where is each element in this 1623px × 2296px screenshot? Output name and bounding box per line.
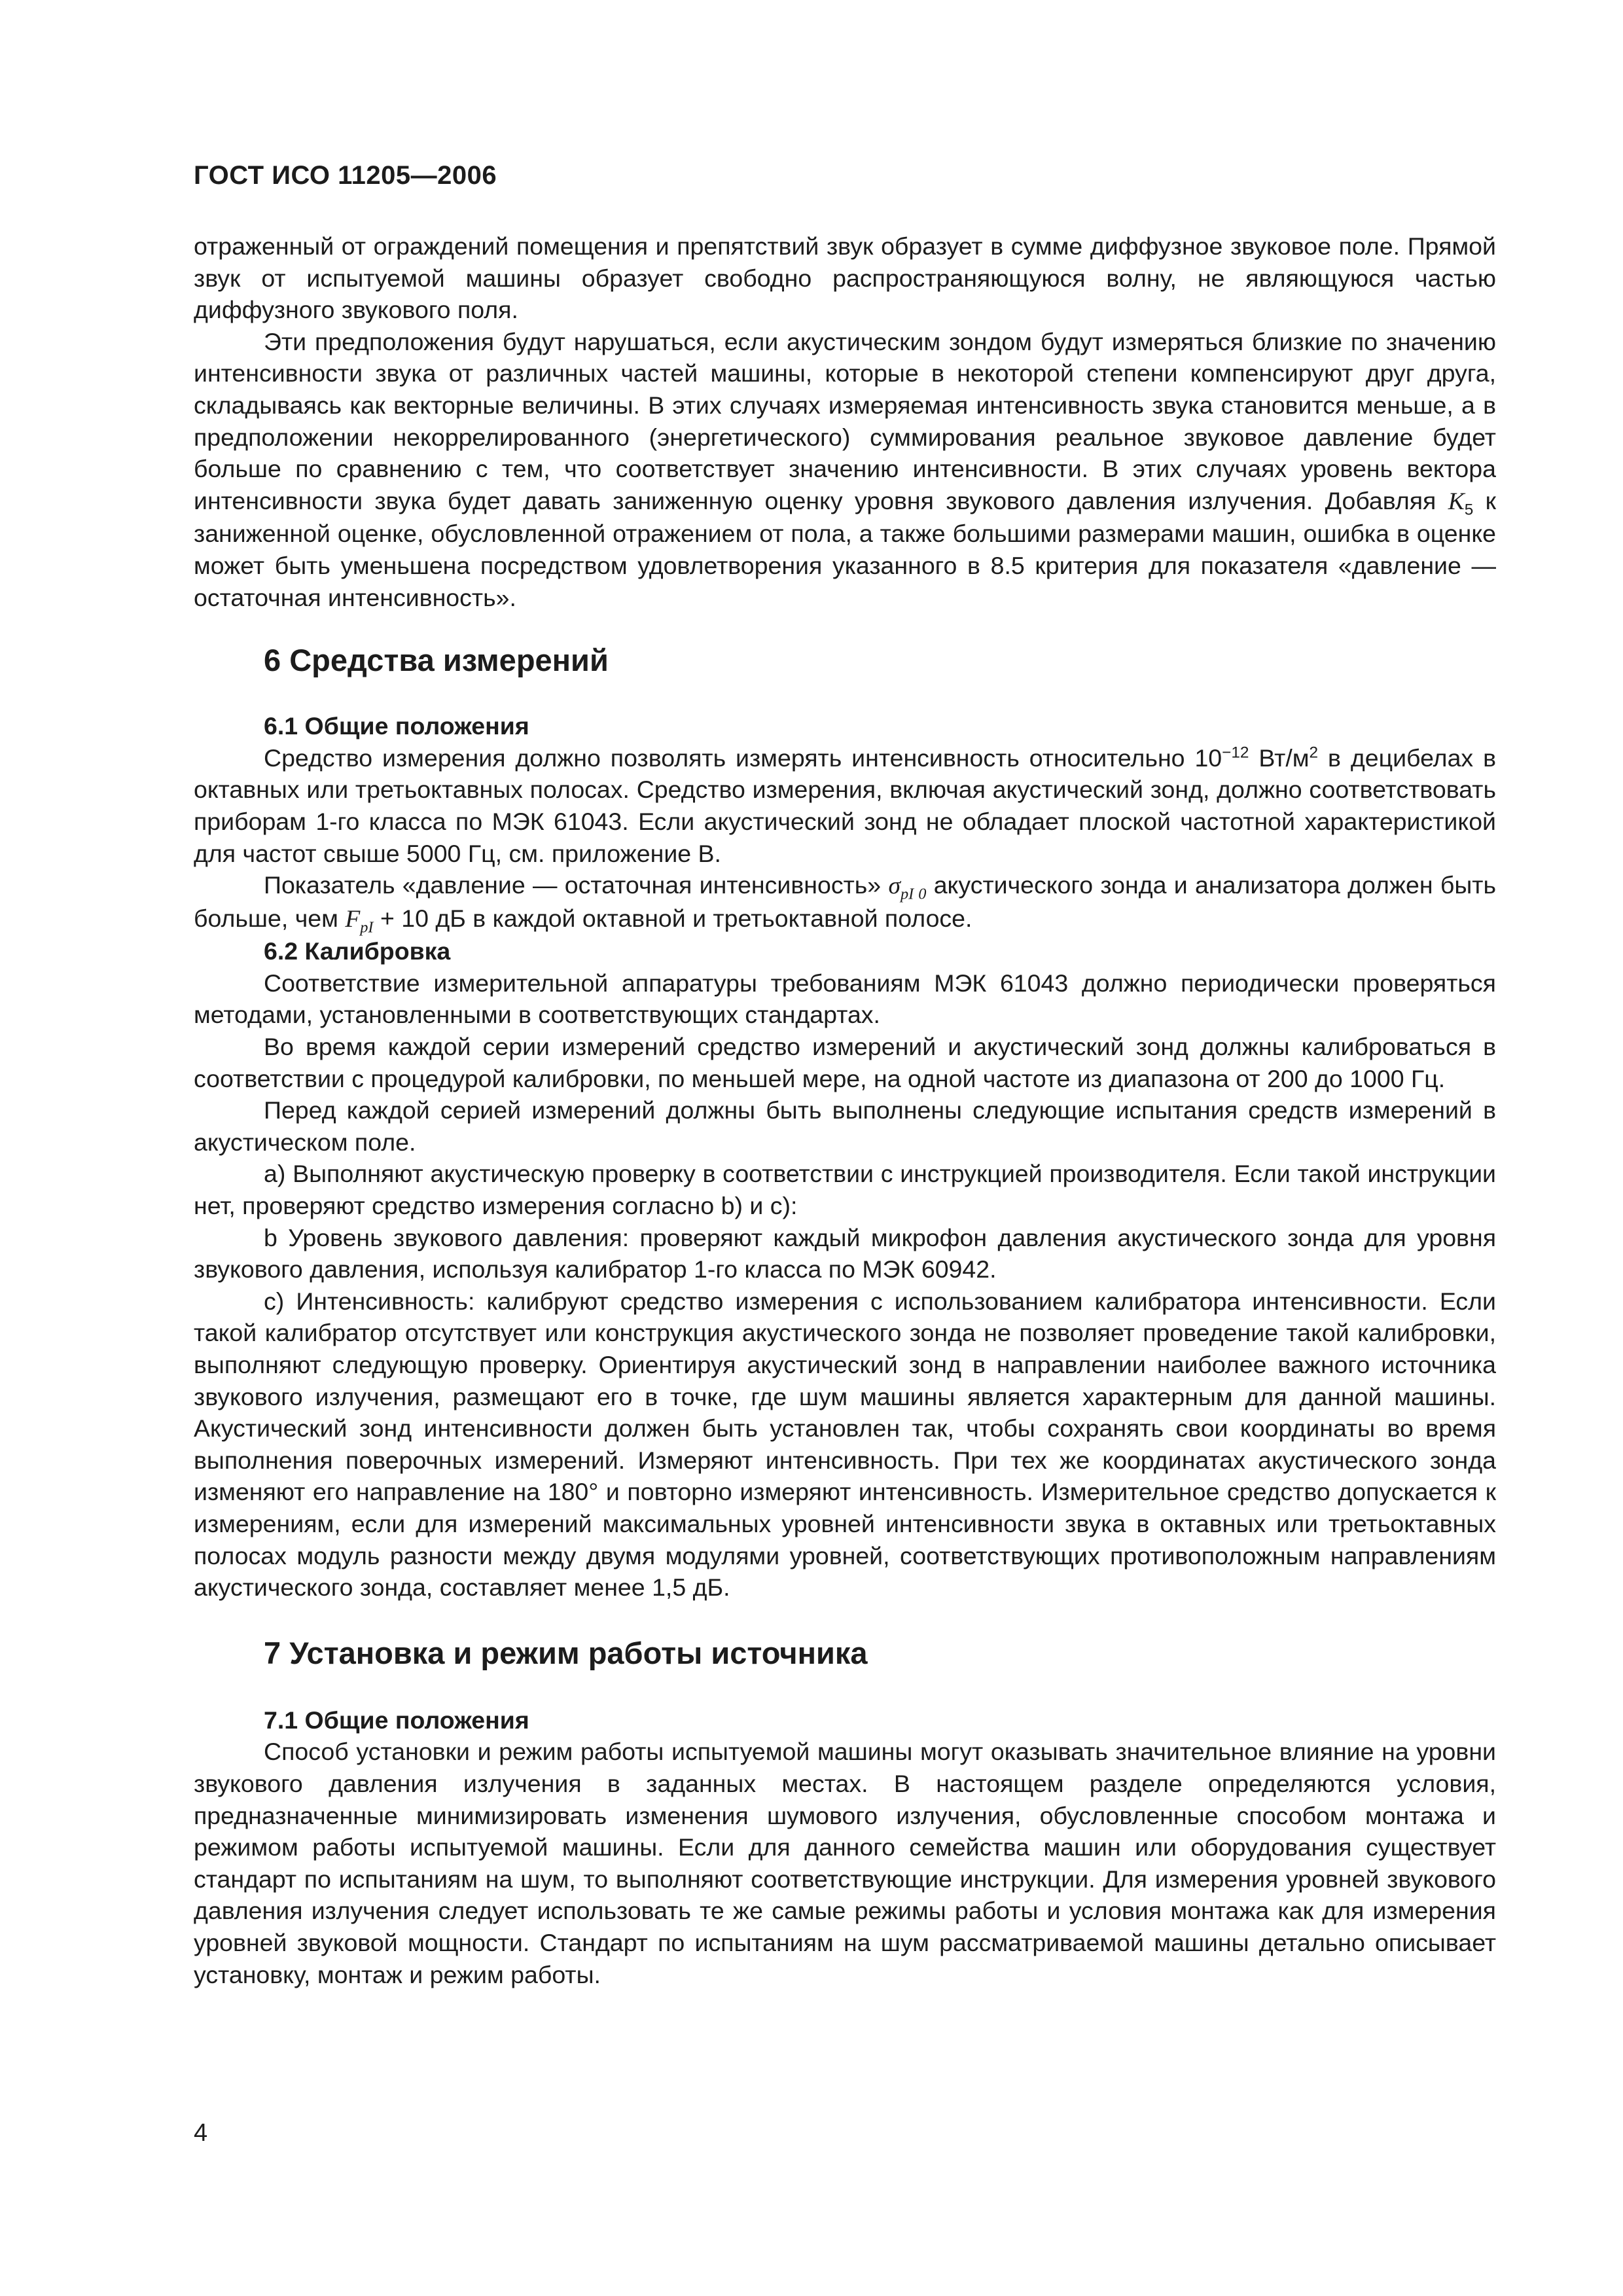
page-number: 4: [194, 2119, 208, 2147]
f-symbol: F: [345, 905, 361, 933]
section-6-2-paragraph-2: Во время каждой серии измерений средство измерений и акустический зонд должны калиброваться в соответствии с процедурой калибровки, по меньшей мере, на одной частоте из диапазона от 200 до 1000 Гц.: [194, 1033, 1496, 1092]
square-sup: 2: [1309, 744, 1319, 762]
intro-paragraph-1: отраженный от ограждений помещения и препятствий звук образует в сумме диффузное звуковое поле. Прямой звук от испытуемой машины образует свободно распространяющуюся волну, не являющуюся частью диффузного звукового поля.: [194, 232, 1496, 324]
s61-p2-text-b: акустического зонда и анализатора должен быть больше, чем: [194, 871, 1497, 932]
s61-text-a: Средство измерения должно позволять измерять интенсивность относительно 10: [264, 744, 1222, 772]
list-item-a: а) Выполняют акустическую проверку в соответствии с инструкцией производителя. Если такой инструкции нет, проверяют средство измерения согласно b) и с):: [194, 1160, 1496, 1220]
s61-p2-text-c: + 10 дБ в каждой октавной и третьоктавной полосе.: [373, 904, 972, 932]
section-7-1-heading: 7.1 Общие положения: [264, 1706, 529, 1734]
s61-p2-text-a: Показатель «давление — остаточная интенсивность»: [264, 871, 889, 899]
section-7-1-paragraph-1: Способ установки и режим работы испытуемой машины могут оказывать значительное влияние на уровни звукового давления излучения в заданных местах. В настоящем разделе определяются условия, предназначенные минимизировать изменения шумового излучения, обусловленные способом монтажа и режимом работы испытуемой машины. Если для данного семейства машин или оборудования существует стандарт по испытаниям на шум, то выполняют соответствующие инструкции. Для измерения уровней звукового давления излучения следует использовать те же самые режимы работы и условия монтажа как для измерения уровней звуковой мощности. Стандарт по испытаниям на шум рассматриваемой машины детально описывает установку, монтаж и режим работы.: [194, 1738, 1496, 1988]
intro-text-b: к заниженной оценке, обусловленной отражением от пола, а также большими размерами машин, ошибка в оценке может быть уменьшена посредством удовлетворения указанного в 8.5 критерия для показателя «давление — остаточная интенсивность».: [194, 486, 1497, 611]
sigma-symbol: σ: [888, 872, 901, 900]
document-header: ГОСТ ИСО 11205—2006: [194, 161, 497, 190]
section-6-1-paragraph-1: [194, 742, 1496, 869]
k-symbol: K: [1448, 488, 1465, 515]
exponent: −12: [1222, 744, 1249, 762]
section-6-2-heading: 6.2 Калибровка: [264, 937, 451, 965]
section-6-2-paragraph-1: Соответствие измерительной аппаратуры требованиям МЭК 61043 должно периодически проверяться методами, установленными в соответствующих стандартах.: [194, 969, 1496, 1029]
list-item-b: b Уровень звукового давления: проверяют каждый микрофон давления акустического зонда для уровня звукового давления, используя калибратор 1-го класса по МЭК 60942.: [194, 1223, 1496, 1283]
sigma-subscript: pI 0: [900, 885, 927, 903]
section-6-2-paragraph-3: Перед каждой серией измерений должны быть выполнены следующие испытания средств измерений в акустическом поле.: [194, 1096, 1496, 1156]
section-6-1-heading: 6.1 Общие положения: [264, 712, 529, 740]
section-7-heading: 7 Установка и режим работы источника: [264, 1635, 868, 1670]
s61-text-b: Вт/м: [1249, 744, 1310, 772]
intro-paragraph-2: [194, 326, 1496, 613]
list-item-c: с) Интенсивность: калибруют средство измерения с использованием калибратора интенсивности. Если такой калибратор отсутствует или конструкция акустического зонда не позволяет проведение такой калибровки, выполняют следующую проверку. Ориентируя акустический зонд в направлении наиболее важного источника звукового излучения, размещают его в точке, где шум машины является характерным для данной машины. Акустический зонд интенсивности должен быть установлен так, чтобы сохранять свои координаты во время выполнения поверочных измерений. Измеряют интенсивность. При тех же координатах акустического зонда изменяют его направление на 180° и повторно измеряют интенсивность. Измерительное средство допускается к измерениям, если для измерений максимальных уровней интенсивности звука в октавных или третьоктавных полосах модуль разности между двумя модулями уровней, соответствующих противоположным направлениям акустического зонда, составляет менее 1,5 дБ.: [194, 1287, 1496, 1602]
f-subscript: pI: [360, 918, 374, 937]
section-6-heading: 6 Средства измерений: [264, 643, 609, 678]
s61-text-c: в децибелах в октавных или третьоктавных полосах. Средство измерения, включая акустический зонд, должно соответствовать приборам 1-го класса по МЭК 61043. Если акустический зонд не обладает плоской частотной характеристикой для частот свыше 5000 Гц, см. приложение В.: [194, 744, 1497, 867]
intro-text-a: Эти предположения будут нарушаться, если акустическим зондом будут измеряться близкие по значению интенсивности звука от различных частей машины, которые в некоторой степени компенсируют друг друга, складываясь как векторные величины. В этих случаях измеряемая интенсивность звука становится меньше, а в предположении некоррелированного (энергетического) суммирования реальное звуковое давление будет больше по сравнению с тем, что соответствует значению интенсивности. В этих случаях уровень вектора интенсивности звука будет давать заниженную оценку уровня звукового давления излучения. Добавляя: [194, 327, 1496, 514]
k-subscript: 5: [1464, 501, 1474, 519]
page-body: [194, 230, 1496, 1990]
section-6-1-paragraph-2: [194, 869, 1496, 935]
